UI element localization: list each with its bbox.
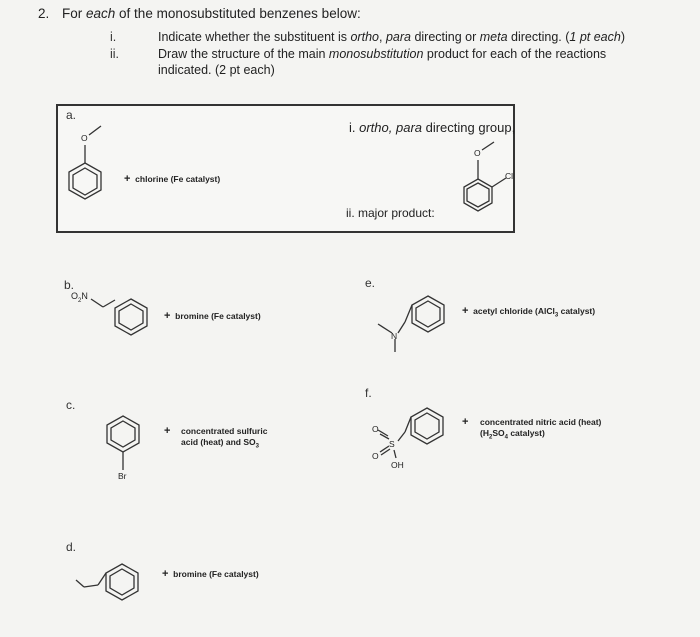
svg-text:N: N	[391, 331, 398, 341]
nitrobenzene-derivative-structure	[91, 299, 147, 335]
part-c-reaction: + concentrated sulfuric acid (heat) and $SO_3$	[164, 425, 268, 450]
instruction-numeral-i: i.	[110, 30, 117, 44]
part-f-label: f.	[365, 386, 372, 400]
part-c-label: c.	[66, 398, 76, 412]
part-e-reaction: + acetyl chloride (AlCl$_3$ catalyst)	[462, 305, 596, 319]
part-a-reaction: + chlorine (Fe catalyst)	[124, 173, 221, 185]
part-b-reaction: + bromine (Fe catalyst)	[164, 310, 261, 322]
dimethylaminomethyl-benzene-structure	[378, 296, 444, 352]
part-f-reaction: + concentrated nitric acid (heat) ($H_2SO_4$ catalyst)	[462, 416, 602, 441]
anisole-structure	[69, 126, 101, 199]
oxygen-atom-label: O	[81, 133, 88, 143]
part-a-answer-ii: ii. major product:	[346, 206, 435, 220]
part-d-reaction: + bromine (Fe catalyst)	[162, 568, 259, 580]
svg-text:O: O	[474, 148, 481, 158]
svg-text:Br: Br	[118, 471, 127, 481]
svg-text:S: S	[389, 439, 395, 449]
nitro-group-label: $O_2N$	[71, 291, 88, 304]
svg-text:O: O	[372, 424, 379, 434]
alkylbenzene-structure	[76, 564, 138, 600]
svg-text:OH: OH	[391, 460, 404, 470]
svg-text:Cl: Cl	[505, 171, 514, 181]
question-intro: For each of the monosubstituted benzenes below:	[62, 6, 361, 21]
instruction-i: Indicate whether the substituent is ortho, para directing or meta directing. (1 pt each)	[158, 30, 625, 44]
bromobenzene-structure	[107, 416, 139, 481]
part-d-label: d.	[66, 540, 77, 554]
svg-text:O: O	[372, 451, 379, 461]
chloroanisole-product	[464, 142, 513, 211]
part-e-label: e.	[365, 276, 376, 290]
benzenesulfonic-acid-structure	[372, 408, 443, 470]
instruction-numeral-ii: ii.	[110, 47, 120, 61]
part-a-label: a.	[66, 108, 77, 122]
part-a-answer-i: i. ortho, para directing group,	[349, 120, 516, 135]
instruction-ii: Draw the structure of the main monosubstitution product for each of the reactions indicated. (2 pt each)	[158, 47, 607, 77]
part-b-label: b.	[64, 278, 75, 292]
question-number: 2.	[38, 6, 50, 21]
